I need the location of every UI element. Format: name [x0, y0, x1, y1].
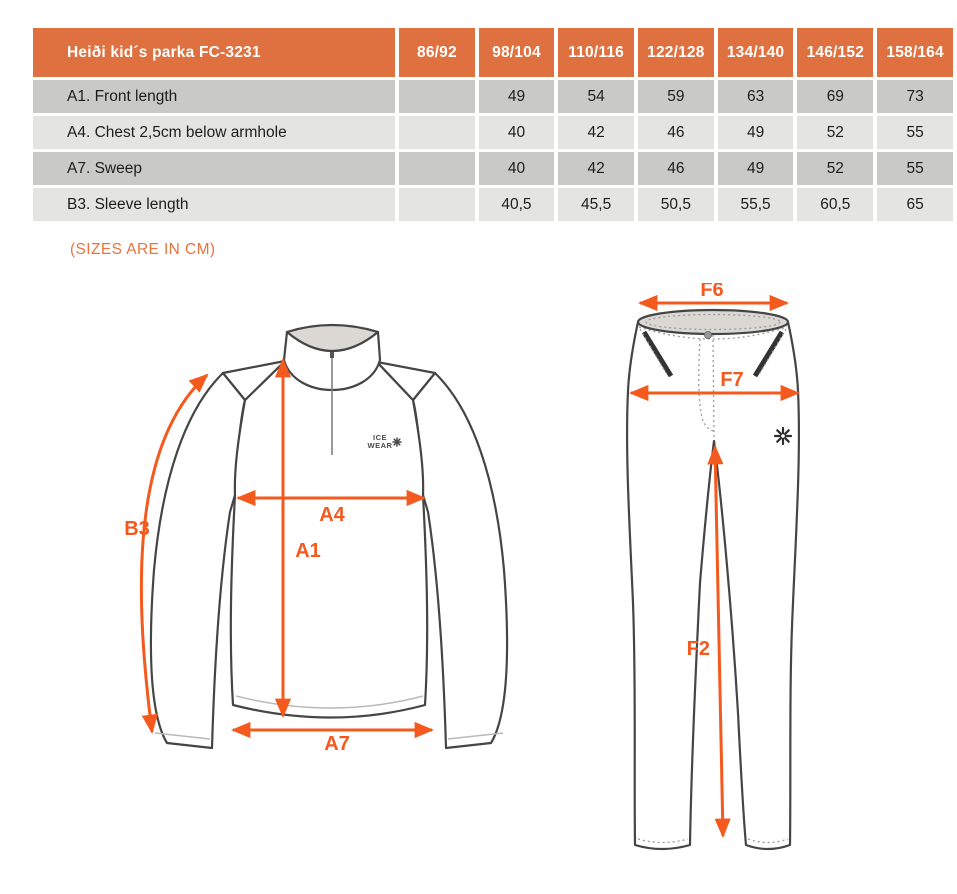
size-value-cell: 63 [718, 80, 794, 113]
size-column-header: 98/104 [479, 28, 555, 77]
size-value-cell [399, 152, 474, 185]
size-value-cell: 45,5 [558, 188, 634, 221]
size-value-cell: 49 [718, 152, 794, 185]
table-row [33, 188, 953, 221]
size-value-cell: 40 [479, 116, 555, 149]
snowflake-icon [393, 438, 401, 446]
f6-label: F6 [700, 283, 724, 301]
size-value-cell: 50,5 [638, 188, 714, 221]
size-value-cell: 54 [558, 80, 634, 113]
f7-label: F7 [720, 369, 744, 391]
size-column-header: 110/116 [558, 28, 634, 77]
size-column-header: 146/152 [797, 28, 873, 77]
size-value-cell: 52 [797, 152, 873, 185]
f2-label: F2 [686, 638, 710, 660]
measurement-label: B3. Sleeve length [33, 188, 395, 221]
a7-label: A7 [324, 733, 350, 755]
size-value-cell: 55 [877, 116, 953, 149]
pullover-right-sleeve [413, 373, 507, 748]
size-value-cell: 42 [558, 116, 634, 149]
size-value-cell: 46 [638, 116, 714, 149]
snowflake-icon [775, 428, 791, 444]
size-column-header: 86/92 [399, 28, 474, 77]
size-column-header: 158/164 [877, 28, 953, 77]
size-value-cell: 49 [718, 116, 794, 149]
sizes-unit-note: (SIZES ARE IN CM) [70, 241, 216, 258]
size-column-header: 134/140 [718, 28, 794, 77]
logo-text-line2: WEAR [367, 441, 393, 450]
measurement-label: A4. Chest 2,5cm below armhole [33, 116, 395, 149]
logo-text-line1: ICE [372, 433, 388, 442]
pullover-measurement-diagram [110, 290, 540, 770]
measurement-label: A1. Front length [33, 80, 395, 113]
a1-label: A1 [295, 540, 321, 562]
size-value-cell: 49 [479, 80, 555, 113]
size-value-cell: 59 [638, 80, 714, 113]
table-row [33, 116, 953, 149]
table-row [33, 152, 953, 185]
size-value-cell: 40,5 [479, 188, 555, 221]
size-value-cell: 55,5 [718, 188, 794, 221]
size-value-cell: 60,5 [797, 188, 873, 221]
size-value-cell: 42 [558, 152, 634, 185]
size-column-header: 122/128 [638, 28, 714, 77]
zipper-pull-icon [330, 352, 334, 358]
size-value-cell: 52 [797, 116, 873, 149]
waist-button-icon [705, 332, 712, 339]
size-value-cell: 65 [877, 188, 953, 221]
size-value-cell: 46 [638, 152, 714, 185]
pants-measurement-diagram [610, 283, 830, 883]
size-value-cell [399, 188, 474, 221]
size-value-cell: 40 [479, 152, 555, 185]
a4-label: A4 [319, 504, 345, 526]
size-value-cell: 73 [877, 80, 953, 113]
waistband-opening [638, 310, 788, 334]
measurement-label: A7. Sweep [33, 152, 395, 185]
pullover-left-sleeve [151, 373, 245, 748]
size-value-cell [399, 80, 474, 113]
product-title: Heiði kid´s parka FC-3231 [33, 28, 395, 77]
size-table [29, 25, 957, 224]
table-row [33, 80, 953, 113]
b3-label: B3 [124, 518, 150, 540]
table-header-row [33, 28, 953, 77]
size-value-cell [399, 116, 474, 149]
size-value-cell: 55 [877, 152, 953, 185]
size-value-cell: 69 [797, 80, 873, 113]
pullover-body [231, 361, 427, 718]
